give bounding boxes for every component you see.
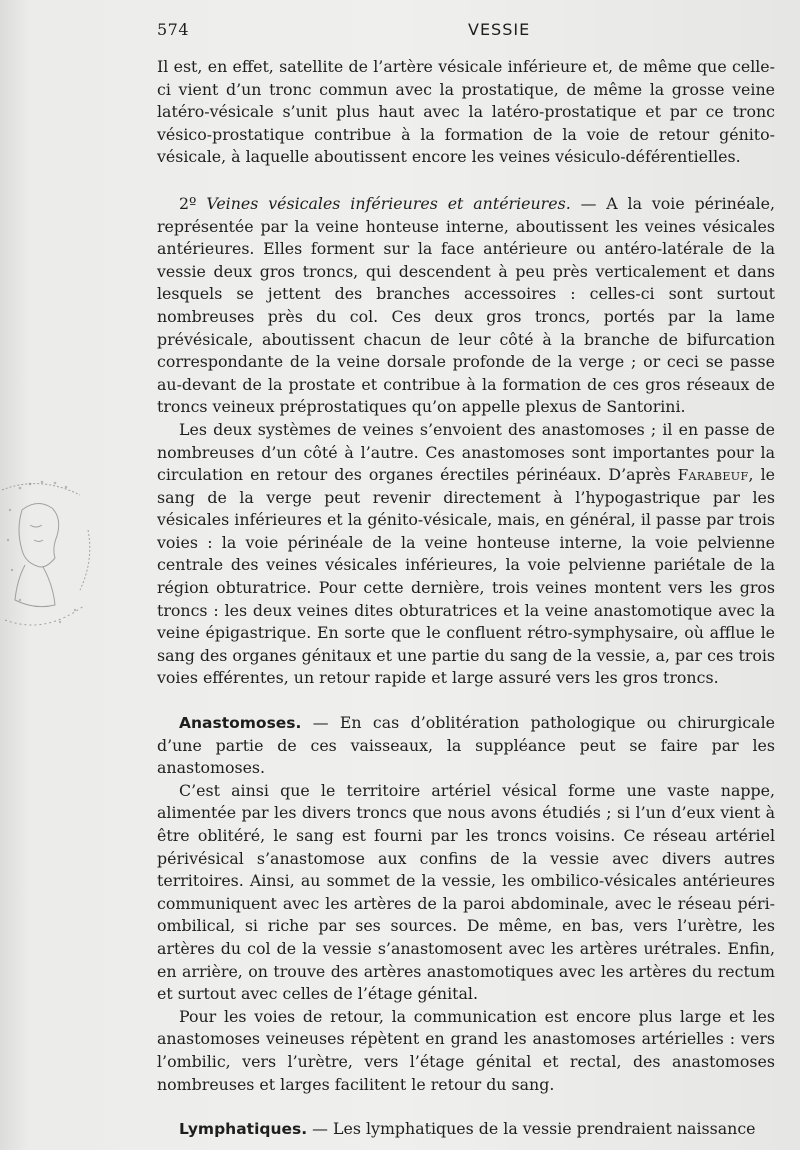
section-heading-lymphatics: Lymphatiques. — [179, 1120, 308, 1139]
paragraph-body: — A la voie périnéale, représentée par la veine honteuse interne, aboutissent les veines vésicales antérieures. Elles forment sur la face antérieure ou antéro-latérale de la vessie deux gros troncs, qui descendent à peu près verticalement et dans lesquels se jettent des branches accessoires : celles-ci sont surtout nombreuses près du col. Ces deux gros troncs, portés par la lame prévésicale, aboutissent chacun de leur côté à la branche de bifurcation correspondante de la veine dorsale profonde de la verge ; or ceci se passe au-devant de la prostate et contribue à la formation de ces gros réseaux de troncs veineux préprostatiques qu’on appelle plexus de Santorini. — [157, 193, 775, 417]
paragraph-body: — En cas d’oblitération pathologique ou chirurgicale d’une partie de ces vaisseaux, la suppléance peut se faire par les anastomoses. — [157, 713, 775, 778]
paragraph-lymphatics — [157, 1118, 775, 1141]
page-header — [157, 20, 777, 44]
body-text — [157, 56, 775, 1141]
section-number: 2º — [179, 193, 197, 213]
paragraph-arterial-territory: C’est ainsi que le territoire artériel vésical forme une vaste nappe, alimentée par les divers troncs que nous avons étudiés ; si l’un d’eux vient à être oblitéré, le sang est fourni par les troncs voisins. Ce réseau artériel périvésical s’anastomose aux confins de la vessie avec divers autres territoires. Ainsi, au sommet de la vessie, les ombilico-vésicales antérieures communiquent avec les artères de la paroi abdominale, avec le réseau péri-ombilical, si riche par ses sources. De même, en bas, vers l’urètre, les artères du col de la vessie s’anastomosent avec les artères urétrales. Enfin, en arrière, on trouve des artères anastomotiques avec les artères du rectum et surtout avec celles de l’étage génital. — [157, 780, 775, 1004]
library-stamp-portrait-icon — [0, 470, 100, 635]
paragraph-body: Les deux systèmes de veines s’envoient des anastomoses ; il en passe de nombreuses d’un côté à l’autre. Ces anastomoses sont importantes pour la circulation en retour des organes érectiles périnéaux. D’après — [157, 419, 775, 485]
author-name: Farabeuf — [677, 466, 749, 485]
paragraph-return-routes: Pour les voies de retour, la communication est encore plus large et les anastomoses veineuses répètent en grand les anastomoses artérielles : vers l’ombilic, vers l’urètre, vers l’étage génital et rectal, des anastomoses nombreuses et larges facilitent le retour du sang. — [157, 1006, 775, 1094]
paragraph-body: , le sang de la verge peut revenir directement à l’hypogastrique par les vésicales inférieures et la génito-vésicale, mais, en général, il passe par trois voies : la voie périnéale de la veine honteuse interne, la voie pelvienne centrale des veines vésicales inférieures, la voie pelvienne pariétale de la région obturatrice. Pour cette dernière, trois veines montent vers les gros troncs : les deux veines dites obturatrices et la veine anastomotique avec la veine épigastrique. En sorte que le confluent rétro-symphysaire, où afflue le sang des organes génitaux et une partie du sang de la vessie, a, par ces trois voies efférentes, un retour rapide et large assuré vers les gros troncs. — [157, 465, 776, 688]
paragraph-inferior-anterior-veins — [157, 193, 775, 419]
running-head: VESSIE — [468, 20, 531, 39]
paragraph-anastomoses-veins — [157, 419, 775, 690]
paragraph-satellite: Il est, en effet, satellite de l’artère vésicale inférieure et, de même que celle-ci vient d’un tronc commun avec la prostatique, de même la grosse veine latéro-vésicale s’unit plus haut avec la latéro-prostatique et par ce tronc vésico-prostatique contribue à la formation de la voie de retour génito-vésicale, à laquelle aboutissent encore les veines vésiculo-déférentielles. — [157, 57, 775, 167]
page-number: 574 — [157, 20, 190, 39]
paragraph-anastomoses — [157, 712, 775, 780]
paragraph-body: — Les lymphatiques de la vessie prendraient naissance — [307, 1119, 756, 1139]
section-title-inferior-anterior-veins: Veines vésicales inférieures et antérieures. — [206, 193, 571, 213]
section-heading-anastomoses: Anastomoses. — [179, 714, 302, 733]
